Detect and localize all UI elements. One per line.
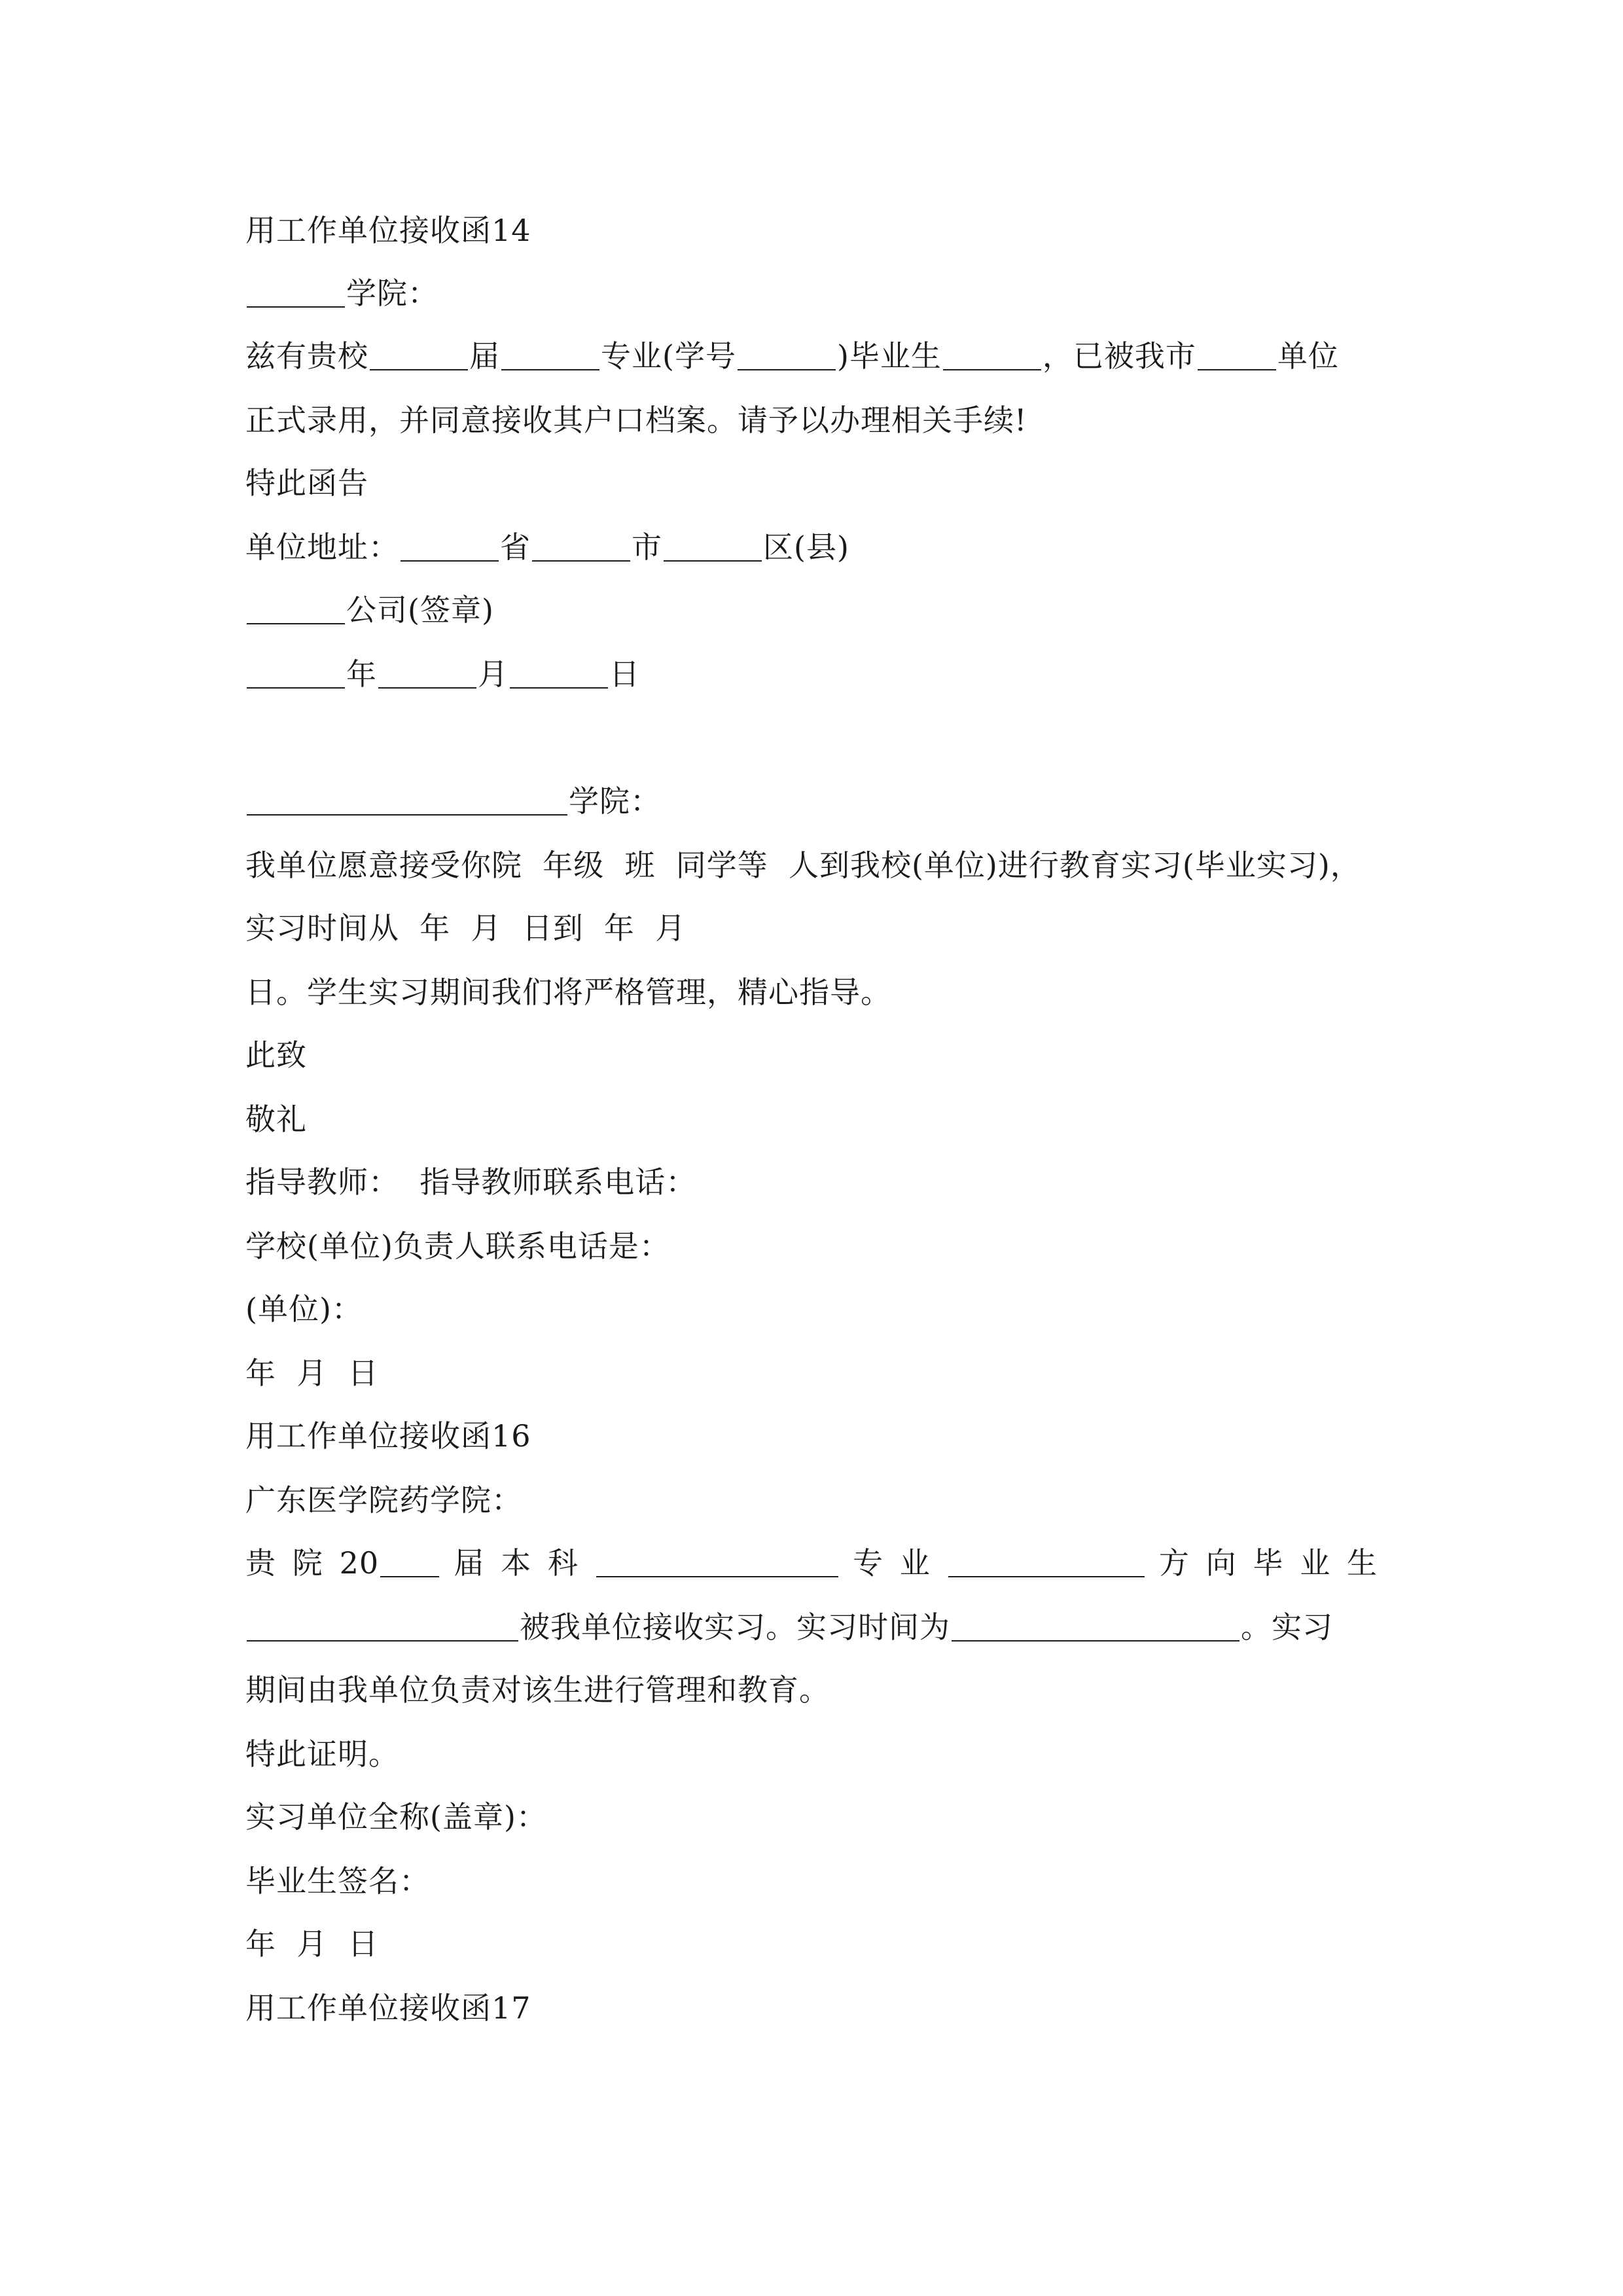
school-address-line: 学院： bbox=[245, 781, 661, 821]
blank bbox=[247, 657, 345, 689]
body-line: 实习单位全称(盖章)： bbox=[245, 1799, 547, 1835]
address-line: 单位地址： 省 市 区(县) bbox=[245, 529, 849, 565]
body-line: 学校(单位)负责人联系电话是： bbox=[245, 1229, 670, 1264]
blank bbox=[738, 339, 836, 370]
body-line: 敬礼 bbox=[245, 1102, 307, 1137]
date-line: 年 月 日 bbox=[245, 1926, 379, 1962]
blank bbox=[664, 530, 762, 562]
blank bbox=[948, 1546, 1145, 1577]
blank bbox=[401, 530, 499, 562]
blank bbox=[596, 1546, 838, 1577]
body-line: 兹有贵校 届 专业(学号 )毕业生 ，已被我市 单位 bbox=[245, 338, 1339, 374]
company-seal-line: 公司(签章) bbox=[245, 590, 494, 630]
body-line: 正式录用，并同意接收其户口档案。请予以办理相关手续! bbox=[245, 403, 1027, 438]
blank bbox=[247, 593, 345, 624]
body-line: 贵 院 20 届 本 科 专 业 方 向 毕 业 生 bbox=[245, 1545, 1378, 1581]
section-title-17: 用工作单位接收函17 bbox=[245, 1990, 531, 2026]
blank bbox=[380, 1546, 439, 1577]
body-line: 此致 bbox=[245, 1037, 307, 1073]
date-line: 年 月 日 bbox=[245, 655, 640, 694]
body-line: 我单位愿意接受你院 年级 班 同学等 人到我校(单位)进行教育实习(毕业实习)， bbox=[245, 848, 1361, 883]
blank bbox=[247, 784, 567, 816]
body-line: 特此证明。 bbox=[245, 1736, 399, 1772]
body-line: 毕业生签名： bbox=[245, 1863, 430, 1899]
date-line: 年 月 日 bbox=[245, 1355, 379, 1391]
blank bbox=[247, 1610, 518, 1641]
body-line: 期间由我单位负责对该生进行管理和教育。 bbox=[245, 1672, 830, 1708]
blank bbox=[501, 339, 599, 370]
blank bbox=[247, 276, 345, 308]
section-title-14: 用工作单位接收函14 bbox=[245, 213, 531, 248]
body-line: (单位)： bbox=[245, 1291, 363, 1327]
school-address-line: 学院： bbox=[245, 274, 438, 313]
section-title-16: 用工作单位接收函16 bbox=[245, 1418, 531, 1454]
body-line: 指导教师： 指导教师联系电话： bbox=[245, 1164, 697, 1200]
blank bbox=[532, 530, 630, 562]
blank bbox=[1198, 339, 1276, 370]
blank bbox=[370, 339, 468, 370]
blank bbox=[943, 339, 1041, 370]
blank bbox=[510, 657, 608, 689]
blank bbox=[952, 1610, 1240, 1641]
blank bbox=[378, 657, 476, 689]
body-line: 广东医学院药学院： bbox=[245, 1482, 522, 1518]
body-line: 特此函告 bbox=[245, 465, 368, 501]
body-line: 日。学生实习期间我们将严格管理，精心指导。 bbox=[245, 975, 891, 1010]
body-line: 实习时间从 年 月 日到 年 月 bbox=[245, 910, 687, 946]
body-line: 被我单位接收实习。实习时间为 。实习 bbox=[245, 1607, 1333, 1647]
